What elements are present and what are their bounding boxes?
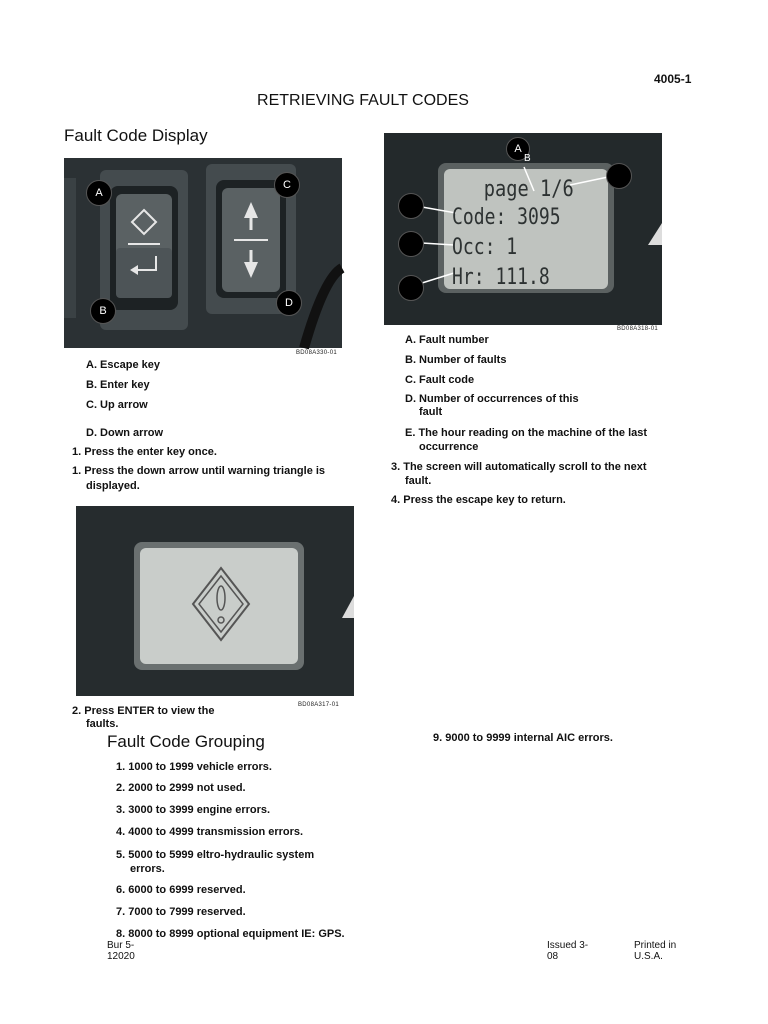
group-item-1: 1. 1000 to 1999 vehicle errors. bbox=[116, 761, 272, 773]
screen-marker-c bbox=[606, 163, 632, 189]
group-item-8: 8. 8000 to 8999 optional equipment IE: GPS. bbox=[116, 928, 345, 940]
step-3-continued: fault. bbox=[405, 475, 432, 487]
screen-text-lower bbox=[452, 203, 561, 293]
group-item-5-continued: errors. bbox=[130, 863, 165, 875]
keys-legend-c: C. Up arrow bbox=[86, 399, 148, 411]
screen-legend-b: B. Number of faults bbox=[405, 354, 507, 366]
step-1b: 1. Press the down arrow until warning triangle is bbox=[72, 465, 326, 477]
screen-line-occ: Occ: 1 bbox=[452, 235, 518, 260]
screen-legend-a: A. Fault number bbox=[405, 334, 489, 346]
screen-legend-d-continued: fault bbox=[419, 406, 443, 418]
screen-legend-d: D. Number of occurrences of this bbox=[405, 393, 579, 405]
page-title: RETRIEVING FAULT CODES bbox=[257, 92, 469, 109]
step-2-continued: faults. bbox=[86, 718, 119, 730]
group-item-7: 7. 7000 to 7999 reserved. bbox=[116, 906, 246, 918]
screen-marker-e bbox=[398, 275, 424, 301]
screen-legend-c: C. Fault code bbox=[405, 374, 475, 386]
label-c-marker: C bbox=[274, 172, 300, 198]
label-d-marker: D bbox=[276, 290, 302, 316]
screen-label-b: B bbox=[524, 153, 531, 164]
screen-line-hr: Hr: 111.8 bbox=[452, 265, 550, 290]
footer-left: Bur 5- 12020 bbox=[107, 940, 135, 962]
keys-figure-caption: BD08A330-01 bbox=[296, 350, 337, 356]
screen-legend-e: E. The hour reading on the machine of the last bbox=[405, 427, 648, 439]
page-number: 4005-1 bbox=[654, 72, 692, 86]
keys-legend-d: D. Down arrow bbox=[86, 427, 164, 439]
label-a-marker: A bbox=[86, 180, 112, 206]
footer-middle: Issued 3- 08 bbox=[547, 940, 589, 962]
screen-line-page: page 1/6 bbox=[483, 177, 574, 202]
keys-legend-b: B. Enter key bbox=[86, 379, 150, 391]
screen-legend-e-continued: occurrence bbox=[419, 441, 479, 453]
section-heading-display: Fault Code Display bbox=[64, 126, 208, 145]
warning-screen-illustration bbox=[76, 506, 354, 696]
group-item-2: 2. 2000 to 2999 not used. bbox=[116, 782, 246, 794]
step-1b-continued: displayed. bbox=[86, 480, 140, 492]
warning-figure-caption: BD08A317-01 bbox=[298, 702, 339, 708]
group-item-3: 3. 3000 to 3999 engine errors. bbox=[116, 804, 271, 816]
screen-figure-caption: BD08A318-01 bbox=[617, 326, 658, 332]
step-3: 3. The screen will automatically scroll to the next bbox=[391, 461, 647, 473]
screen-line-code: Code: 3095 bbox=[452, 205, 561, 230]
warning-photo bbox=[76, 506, 354, 696]
screen-marker-d2 bbox=[398, 231, 424, 257]
label-b-marker: B bbox=[90, 298, 116, 324]
step-4: 4. Press the escape key to return. bbox=[391, 494, 566, 506]
screen-marker-d1 bbox=[398, 193, 424, 219]
group-item-6: 6. 6000 to 6999 reserved. bbox=[116, 884, 246, 896]
keys-legend-a: A. Escape key bbox=[86, 359, 160, 371]
screen-label-a: A bbox=[506, 137, 530, 161]
group-item-5: 5. 5000 to 5999 eltro-hydraulic system bbox=[116, 849, 315, 861]
step-2: 2. Press ENTER to view the bbox=[72, 705, 215, 717]
screen-photo bbox=[384, 133, 662, 325]
screen-text bbox=[482, 175, 574, 205]
step-1a: 1. Press the enter key once. bbox=[72, 446, 217, 458]
group-item-9: 9. 9000 to 9999 internal AIC errors. bbox=[433, 732, 613, 744]
section-heading-grouping: Fault Code Grouping bbox=[107, 732, 265, 751]
group-item-4: 4. 4000 to 4999 transmission errors. bbox=[116, 826, 304, 838]
footer-right: Printed in U.S.A. bbox=[634, 940, 677, 962]
keys-photo bbox=[64, 158, 342, 348]
